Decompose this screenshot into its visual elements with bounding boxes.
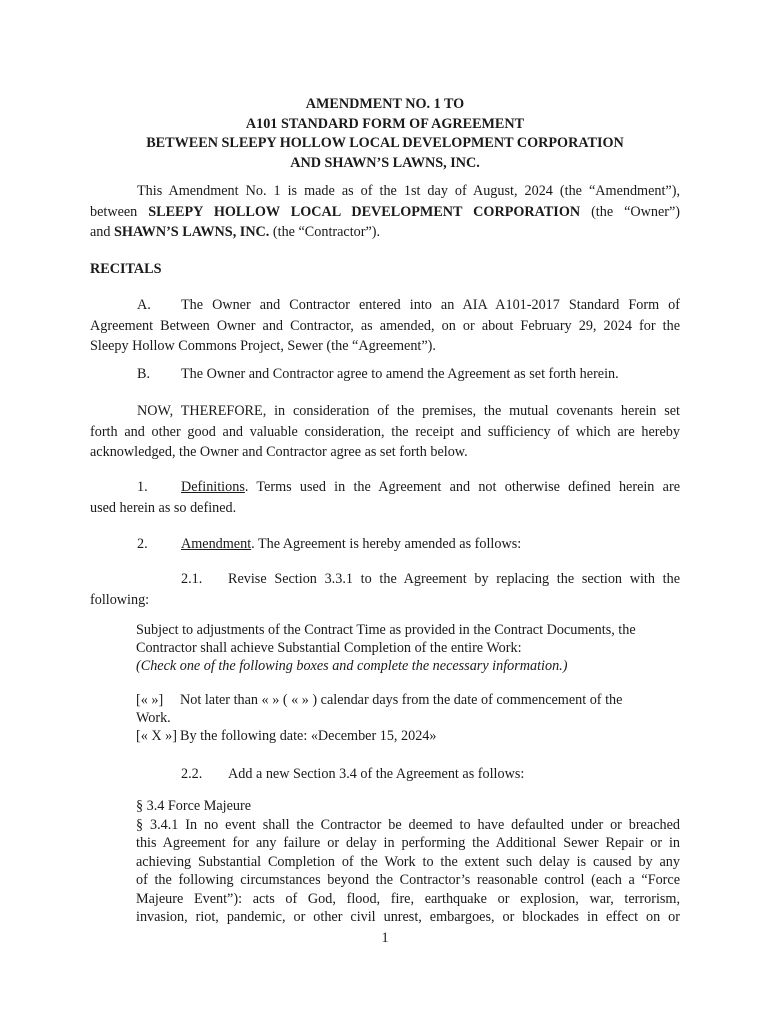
intro-text: and (90, 224, 115, 240)
title-line-2: A101 STANDARD FORM OF AGREEMENT (245, 115, 525, 132)
force-majeure-section (136, 797, 680, 927)
section-2-text: . The Agreement is hereby amended as follows: (251, 536, 522, 552)
recital-a-text: The Owner and Contractor entered into an AIA A101-2017 Standard Form of (181, 297, 680, 313)
intro-text: (the “Contractor”). (269, 224, 381, 240)
recital-a-line-2: Agreement Between Owner and Contractor, as amended, on or about February 29, 2024 for the (90, 317, 680, 334)
force-majeure-line-6: invasion, riot, pandemic, or other civil unrest, embargoes, or blockades in effect on or (136, 909, 680, 925)
recital-b-text: The Owner and Contractor agree to amend the Agreement as set forth herein. (181, 366, 619, 382)
section-2-1-line-1 (90, 569, 680, 590)
replacement-section-3-3-1 (136, 621, 680, 675)
quote-line-1: Subject to adjustments of the Contract Time as provided in the Contract Documents, the (136, 622, 636, 638)
title-line-3: BETWEEN SLEEPY HOLLOW LOCAL DEVELOPMENT CORPORATION (146, 135, 624, 151)
force-majeure-line-3: achieving Substantial Completion of the Work to the extent such delay is caused by any (136, 853, 680, 870)
section-1-line-2: used herein as so defined. (90, 499, 237, 516)
section-1-line-1 (90, 477, 680, 498)
page-number: 1 (381, 930, 389, 946)
option-days-checkbox: [« »] (136, 692, 164, 708)
option-date-text: By the following date: «December 15, 2024» (180, 728, 437, 744)
completion-options (136, 691, 680, 745)
now-line-2: forth and other good and valuable consideration, the receipt and sufficiency of which are hereby (90, 423, 680, 440)
section-2-2 (90, 764, 680, 785)
force-majeure-heading: § 3.4 Force Majeure (136, 798, 252, 814)
section-2-1 (90, 569, 680, 610)
recital-a-line-1 (90, 295, 680, 316)
intro-line-3 (90, 222, 680, 243)
option-date (136, 727, 680, 745)
definitions-heading: Definitions (181, 479, 245, 495)
option-days-text: Not later than « » ( « » ) calendar days from the date of commencement of the (180, 692, 623, 708)
force-majeure-line-4: of the following circumstances beyond the Contractor’s reasonable control (each a “Force (136, 872, 680, 888)
force-majeure-line-5: Majeure Event”): acts of God, flood, fire, earthquake or explosion, war, terrorism, (136, 890, 680, 907)
intro-text: between (90, 203, 149, 220)
now-line-3: acknowledged, the Owner and Contractor agree as set forth below. (90, 444, 468, 460)
intro-line-1: This Amendment No. 1 is made as of the 1st day of August, 2024 (the “Amendment”), (137, 183, 680, 199)
section-2-1-line-2: following: (90, 591, 150, 608)
title-line-4: AND SHAWN’S LAWNS, INC. (290, 154, 480, 171)
option-days (136, 691, 680, 709)
owner-name: SLEEPY HOLLOW LOCAL DEVELOPMENT CORPORATION (148, 203, 581, 220)
section-1-text: . Terms used in the Agreement and not otherwise defined herein are (244, 479, 680, 495)
recital-a (90, 295, 680, 357)
force-majeure-line-1: § 3.4.1 In no event shall the Contractor be deemed to have defaulted under or breached (136, 816, 680, 833)
now-line-1: NOW, THEREFORE, in consideration of the premises, the mutual covenants herein set (137, 403, 680, 419)
contractor-name: SHAWN’S LAWNS, INC. (114, 224, 270, 240)
section-1 (90, 477, 680, 518)
quote-instruction: (Check one of the following boxes and complete the necessary information.) (136, 658, 568, 674)
option-date-checkbox: [« X »] (136, 728, 177, 744)
option-days-cont: Work. (136, 710, 171, 726)
intro-text: (the “Owner”) (580, 203, 680, 220)
recital-b (90, 364, 680, 385)
section-2-2-number: 2.2. (181, 766, 203, 782)
recital-a-line-3: Sleepy Hollow Commons Project, Sewer (the “Agreement”). (90, 338, 436, 354)
recitals-heading: RECITALS (90, 261, 162, 277)
title-line-1: AMENDMENT NO. 1 TO (305, 96, 465, 112)
force-majeure-line-2: this Agreement for any failure or delay in performing the Additional Sewer Repair or in (136, 835, 680, 851)
intro-paragraph (90, 181, 680, 243)
recital-a-label: A. (137, 297, 151, 313)
section-2-number: 2. (137, 536, 148, 552)
section-1-number: 1. (137, 479, 148, 495)
section-2-2-text: Add a new Section 3.4 of the Agreement as follows: (228, 766, 525, 782)
section-2-1-number: 2.1. (181, 571, 203, 587)
now-therefore-paragraph (90, 401, 680, 463)
section-2-1-text: Revise Section 3.3.1 to the Agreement by replacing the section with the (228, 571, 680, 587)
section-2 (90, 534, 680, 555)
recital-b-label: B. (137, 366, 151, 382)
intro-line-2 (90, 202, 680, 223)
document-title (90, 95, 680, 173)
quote-line-2: Contractor shall achieve Substantial Completion of the entire Work: (136, 640, 522, 656)
amendment-heading: Amendment (181, 536, 252, 552)
